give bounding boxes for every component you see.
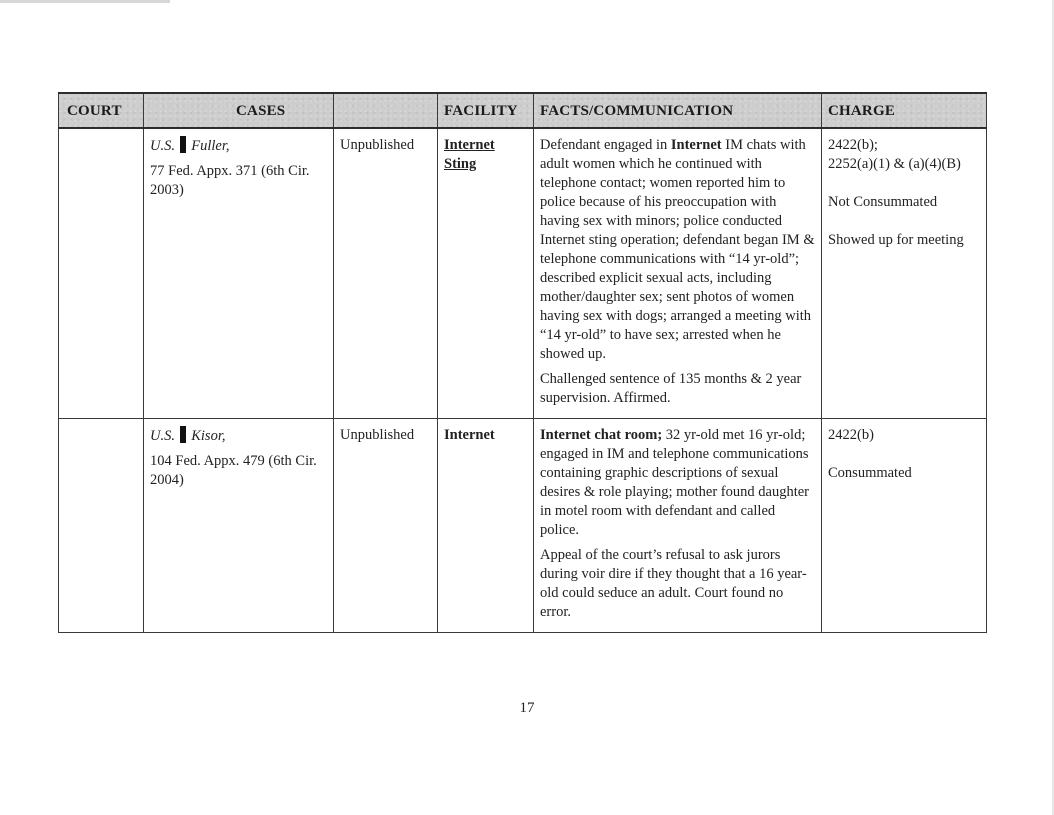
- header-charge: CHARGE: [822, 93, 987, 128]
- facts-cell: [534, 128, 822, 419]
- header-cases: CASES: [144, 93, 334, 128]
- case-citation: 77 Fed. Appx. 371 (6th Cir. 2003): [150, 163, 310, 198]
- header-facility: FACILITY: [438, 93, 534, 128]
- facility-label: Internet Sting: [444, 137, 495, 172]
- charge-statute: 2252(a)(1) & (a)(4)(B): [828, 156, 961, 172]
- case-defendant: Fuller,: [191, 138, 230, 154]
- publication-cell: Unpublished: [334, 128, 438, 419]
- spacer: [828, 212, 980, 231]
- table-row: [59, 128, 987, 419]
- facts-paragraph: [540, 136, 815, 364]
- table-header-row: [59, 93, 987, 128]
- case-name: [150, 426, 327, 446]
- facility-label: Internet: [444, 427, 495, 443]
- facts-bold-term: Internet chat room;: [540, 427, 663, 443]
- case-defendant: Kisor,: [191, 428, 226, 444]
- scan-edge-artifact: [0, 0, 170, 3]
- court-cell: [59, 419, 144, 633]
- page-number: 17: [519, 700, 535, 716]
- facts-body: 32 yr-old met 16 yr-old; engaged in IM and telephone communications containing graphic descriptions of sexual desires & role playing; mother found daughter in motel room with defendant and called police.: [540, 427, 809, 538]
- facts-lead: Defendant engaged in: [540, 137, 671, 153]
- charge-status: Consummated: [828, 465, 912, 481]
- charge-cell: [822, 128, 987, 419]
- court-cell: [59, 128, 144, 419]
- case-prefix: U.S.: [150, 138, 175, 154]
- facts-body: IM chats with adult women which he continued with telephone contact; women reported him to police because of his preoccupation with having sex with minors; police conducted Internet sting operation; defendant began IM & telephone communications with “14 yr-old”; described explicit sexual acts, including mother/daughter sex; sent photos of women having sex with dogs; arranged a meeting with “14 yr-old” to have sex; arrested when he showed up.: [540, 137, 815, 362]
- charge-status: Not Consummated: [828, 194, 938, 210]
- facts-bold-term: Internet: [670, 137, 722, 153]
- case-name: [150, 136, 327, 156]
- header-facts: FACTS/COMMUNICATION: [534, 93, 822, 128]
- facility-cell: [438, 128, 534, 419]
- redaction-mark: [180, 426, 186, 443]
- redaction-mark: [180, 136, 186, 153]
- charge-cell: [822, 419, 987, 633]
- facts-outcome: Appeal of the court’s refusal to ask jurors during voir dire if they thought that a 16 year-old could seduce an adult. Court found no error.: [540, 547, 807, 620]
- facts-paragraph: [540, 426, 815, 540]
- cases-table: [58, 92, 987, 633]
- case-cell: [144, 419, 334, 633]
- publication-cell: Unpublished: [334, 419, 438, 633]
- case-prefix: U.S.: [150, 428, 175, 444]
- case-citation: 104 Fed. Appx. 479 (6th Cir. 2004): [150, 453, 317, 488]
- facts-outcome: Challenged sentence of 135 months & 2 year supervision. Affirmed.: [540, 371, 802, 406]
- charge-note: Showed up for meeting: [828, 232, 964, 248]
- header-publication: [334, 93, 438, 128]
- facts-cell: [534, 419, 822, 633]
- facility-cell: [438, 419, 534, 633]
- charge-statute: 2422(b);: [828, 137, 878, 153]
- charge-statute: 2422(b): [828, 427, 874, 443]
- spacer: [828, 174, 980, 193]
- case-cell: [144, 128, 334, 419]
- spacer: [828, 445, 980, 464]
- table-row: [59, 419, 987, 633]
- header-court: COURT: [59, 93, 144, 128]
